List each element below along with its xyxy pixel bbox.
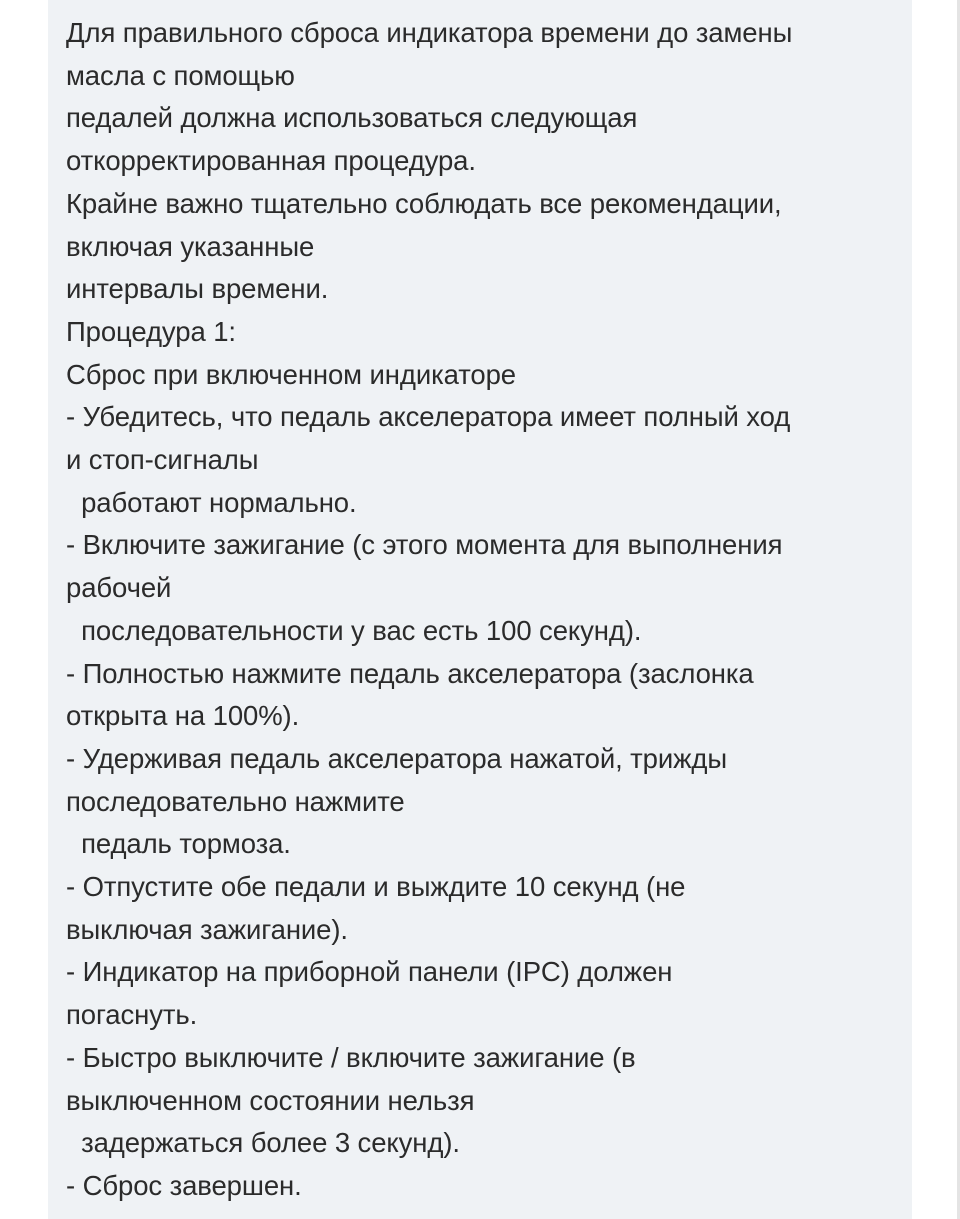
message-line: Для правильного сброса индикатора времени до замены xyxy=(66,17,793,48)
message-line: Сброс при включенном индикаторе xyxy=(66,358,516,390)
message-line: - Отпустите обе педали и выждите 10 секунд (не xyxy=(66,871,686,903)
message-line: выключая зажигание). xyxy=(66,913,348,945)
message-line: включая указанные xyxy=(66,230,315,262)
message-line: - Индикатор на приборной панели (IPC) должен xyxy=(66,956,673,988)
message-line: и стоп-сигналы xyxy=(66,444,259,476)
message-line: педаль тормоза. xyxy=(66,828,291,860)
message-line: - Удерживая педаль акселератора нажатой, трижды xyxy=(66,742,728,774)
message-line: рабочей xyxy=(66,572,172,604)
message-line: работают нормально. xyxy=(66,486,357,518)
message-line: - Включите зажигание (с этого момента для выполнения xyxy=(66,529,783,561)
message-line: задержаться более 3 секунд). xyxy=(66,1127,460,1159)
message-bubble[interactable] xyxy=(48,0,912,1219)
message-line: - Полностью нажмите педаль акселератора (заслонка xyxy=(66,657,754,689)
message-line: педалей должна использоваться следующая xyxy=(66,102,638,134)
message-line: откорректированная процедура. xyxy=(66,145,476,177)
message-line: Крайне важно тщательно соблюдать все рекомендации, xyxy=(66,187,782,219)
message-line: - Сброс завершен. xyxy=(66,1169,302,1201)
message-line: выключенном состоянии нельзя xyxy=(66,1084,475,1116)
message-line: - Быстро выключите / включите зажигание (в xyxy=(66,1041,636,1073)
message-line: интервалы времени. xyxy=(66,273,329,305)
message-line: масла с помощью xyxy=(66,59,295,91)
message-line: последовательно нажмите xyxy=(66,785,405,817)
message-line: открыта на 100%). xyxy=(66,700,300,732)
message-line: Процедура 1: xyxy=(66,315,236,347)
message-line: последовательности у вас есть 100 секунд). xyxy=(66,614,642,646)
message-line: - Убедитесь, что педаль акселератора имеет полный ход xyxy=(66,401,791,433)
message-line: погаснуть. xyxy=(66,999,198,1031)
